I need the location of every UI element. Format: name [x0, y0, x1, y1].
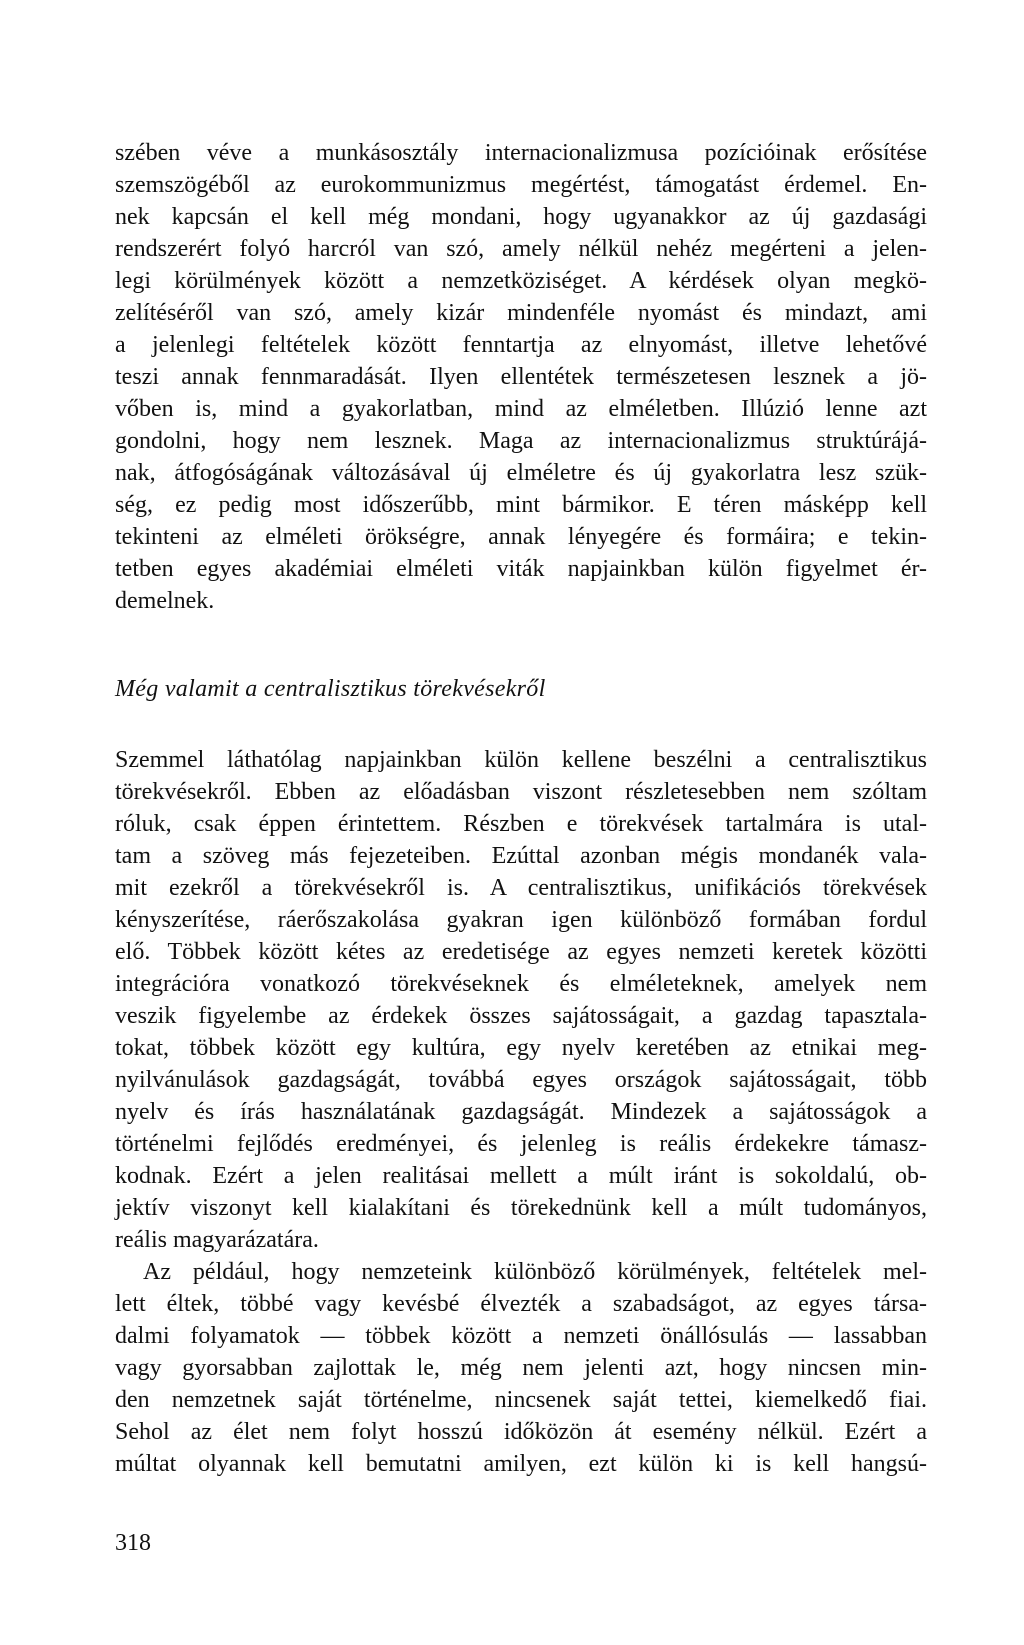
text-line: nek kapcsán el kell még mondani, hogy ugyanakkor az új gazdasági — [115, 204, 927, 230]
text-line: törekvésekről. Ebben az előadásban viszont részletesebben nem szóltam — [115, 779, 927, 805]
text-line: kényszerítése, ráerőszakolása gyakran igen különböző formában fordul — [115, 907, 927, 933]
text-line: történelmi fejlődés eredményei, és jelenleg is reális érdekekre támasz- — [115, 1131, 927, 1157]
text-line: rendszerért folyó harcról van szó, amely nélkül nehéz megérteni a jelen- — [115, 236, 927, 262]
text-line: gondolni, hogy nem lesznek. Maga az internacionalizmus struktúrájá- — [115, 428, 927, 454]
text-line: tetben egyes akadémiai elméleti viták napjainkban külön figyelmet ér- — [115, 556, 927, 582]
section-heading: Még valamit a centralisztikus törekvésekről — [115, 676, 546, 702]
text-line: ség, ez pedig most időszerűbb, mint bármikor. E téren másképp kell — [115, 492, 927, 518]
text-line: tam a szöveg más fejezeteiben. Ezúttal azonban mégis mondanék vala- — [115, 843, 927, 869]
text-line: lett éltek, többé vagy kevésbé élvezték a szabadságot, az egyes társa- — [115, 1291, 927, 1317]
text-line: Szemmel láthatólag napjainkban külön kellene beszélni a centralisztikus — [115, 747, 927, 773]
text-line: nak, átfogóságának változásával új elméletre és új gyakorlatra lesz szük- — [115, 460, 927, 486]
text-line: mit ezekről a törekvésekről is. A centralisztikus, unifikációs törekvések — [115, 875, 927, 901]
text-line: teszi annak fennmaradását. Ilyen ellentétek természetesen lesznek a jö- — [115, 364, 927, 390]
text-line: kodnak. Ezért a jelen realitásai mellett a múlt iránt is sokoldalú, ob- — [115, 1163, 927, 1189]
text-line: Az például, hogy nemzeteink különböző körülmények, feltételek mel- — [143, 1259, 927, 1285]
text-line: a jelenlegi feltételek között fenntartja az elnyomást, illetve lehetővé — [115, 332, 927, 358]
text-line: jektív viszonyt kell kialakítani és törekednünk kell a múlt tudományos, — [115, 1195, 927, 1221]
page-number: 318 — [115, 1530, 151, 1556]
text-line: nyelv és írás használatának gazdagságát. Mindezek a sajátosságok a — [115, 1099, 927, 1125]
text-line: reális magyarázatára. — [115, 1227, 319, 1253]
text-line: nyilvánulások gazdagságát, továbbá egyes országok sajátosságait, több — [115, 1067, 927, 1093]
text-line: szemszögéből az eurokommunizmus megértést, támogatást érdemel. En- — [115, 172, 927, 198]
text-line: vőben is, mind a gyakorlatban, mind az elméletben. Illúzió lenne azt — [115, 396, 927, 422]
text-line: dalmi folyamatok — többek között a nemzeti önállósulás — lassabban — [115, 1323, 927, 1349]
text-line: den nemzetnek saját történelme, nincsenek saját tettei, kiemelkedő fiai. — [115, 1387, 927, 1413]
text-line: vagy gyorsabban zajlottak le, még nem jelenti azt, hogy nincsen min- — [115, 1355, 927, 1381]
text-line: tekinteni az elméleti örökségre, annak lényegére és formáira; e tekin- — [115, 524, 927, 550]
text-line: zelítéséről van szó, amely kizár mindenféle nyomást és mindazt, ami — [115, 300, 927, 326]
text-line: Sehol az élet nem folyt hosszú időközön át esemény nélkül. Ezért a — [115, 1419, 927, 1445]
text-line: legi körülmények között a nemzetköziséget. A kérdések olyan megkö- — [115, 268, 927, 294]
text-line: elő. Többek között kétes az eredetisége az egyes nemzeti keretek közötti — [115, 939, 927, 965]
text-line: tokat, többek között egy kultúra, egy nyelv keretében az etnikai meg- — [115, 1035, 927, 1061]
text-line: szében véve a munkásosztály internacionalizmusa pozícióinak erősítése — [115, 140, 927, 166]
text-line: integrációra vonatkozó törekvéseknek és elméleteknek, amelyek nem — [115, 971, 927, 997]
text-line: múltat olyannak kell bemutatni amilyen, ezt külön ki is kell hangsú- — [115, 1451, 927, 1477]
text-line: demelnek. — [115, 588, 215, 614]
text-line: veszik figyelembe az érdekek összes sajátosságait, a gazdag tapasztala- — [115, 1003, 927, 1029]
text-line: róluk, csak éppen érintettem. Részben e törekvések tartalmára is utal- — [115, 811, 927, 837]
